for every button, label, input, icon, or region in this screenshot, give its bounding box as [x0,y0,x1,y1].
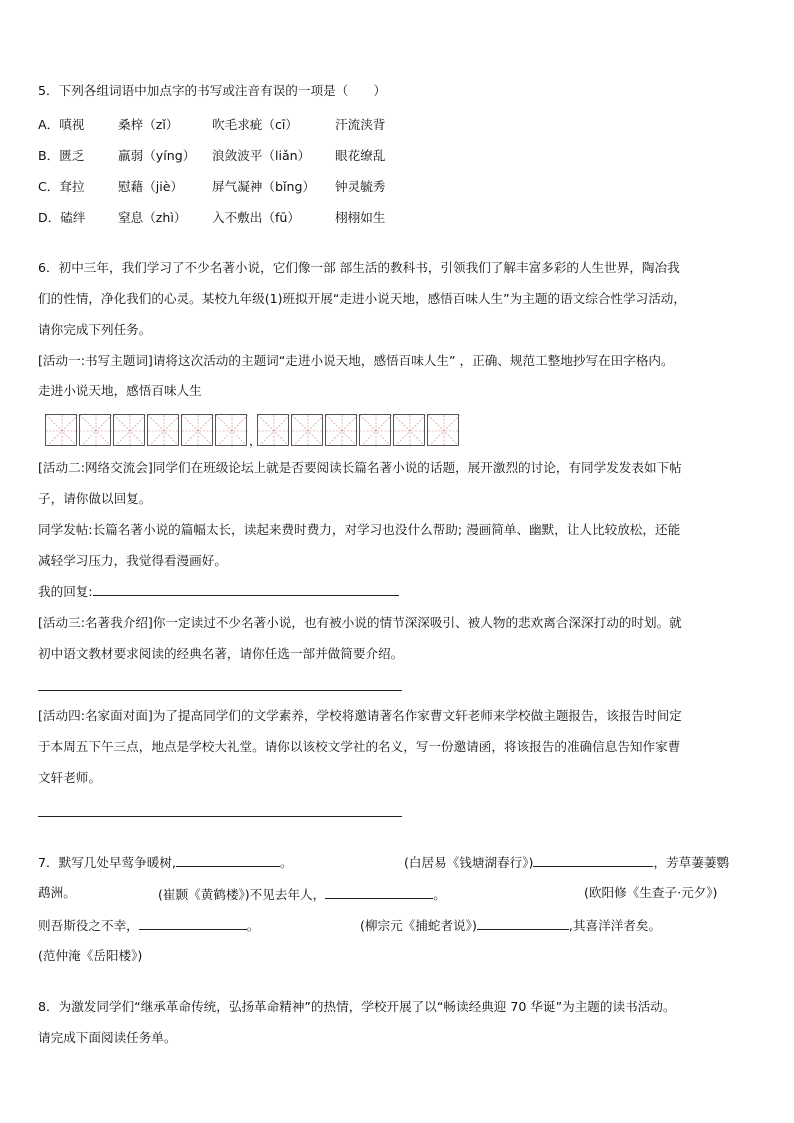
q7-source: (崔颢《黄鹤楼》)不见去年人， [158,887,326,902]
q7-text: ，芳草萋萋鹦 [653,855,730,870]
option-word: 屏气凝神（bǐng） [212,179,316,194]
q6-reply [38,576,758,607]
q7-source: (白居易《钱塘湖春行》) [404,855,534,870]
tianzige-cell[interactable] [427,414,459,446]
reply-answer-line[interactable] [93,581,399,596]
tianzige-cell[interactable] [113,414,145,446]
option-word: 慰藉（jiè） [118,179,184,194]
q7-text: 则吾斯役之不幸， [38,918,139,933]
option-word: 汗流浃背 [335,117,386,132]
q5-stem: 5．下列各组词语中加点字的书写或注音有误的一项是（ ） [38,83,387,98]
option-label: C．耷拉 [38,179,85,194]
tianzige-cell[interactable] [181,414,213,446]
q6-activity-2-line: 子，请你做以回复。 [38,491,152,506]
option-label: A．嗔视 [38,117,85,132]
option-label: D．磕绊 [38,210,86,225]
q7-text: 。 [246,918,260,933]
tianzige-cell[interactable] [79,414,111,446]
q7-blank[interactable] [139,915,247,930]
q7-line-2 [38,884,76,902]
q7-source: (柳宗元《捕蛇者说》) [360,918,477,933]
tianzige-cell[interactable] [291,414,323,446]
tianzige-cell[interactable] [325,414,357,446]
q7-line-4: (范仲淹《岳阳楼》) [38,948,143,963]
activity-3-answer-line[interactable] [38,690,402,691]
option-word: 桑梓（zǐ） [118,117,179,132]
option-word: 入不敷出（fū） [212,210,300,225]
q6-activity-3-line: [活动三:名著我介绍]你一定读过不少名著小说，也有被小说的情节深深吸引、被人物的悲欢离合深深打动的时划。就 [38,615,682,630]
option-word: 眼花缭乱 [335,148,386,163]
q6-intro [38,252,758,376]
q7-blank[interactable] [477,915,569,930]
activity-4-answer-line[interactable] [38,816,402,817]
q7-text: 鹉洲。 [38,885,76,900]
q6-post-line: 同学发帖:长篇名著小说的篇幅太长，读起来费时费力，对学习也没什么帮助; 漫画简单、幽默，让人比较放松，还能 [38,522,681,537]
q7-line-1-right [404,852,729,872]
q6-activity-4-line: 文轩老师。 [38,770,101,785]
q7-blank[interactable] [176,852,280,867]
option-word: 栩栩如生 [335,210,386,225]
q8 [38,991,758,1053]
q6-activity-4-line: 于本周五下午三点，地点是学校大礼堂。请你以该校文学社的名义，写一份邀请函，将该报告的准确信息告知作家曹 [38,739,681,754]
q7-text: 7．默写几处早莺争暖树, [38,855,176,870]
q7-line-2-mid [158,884,446,904]
q7-source: (欧阳修《生查子·元夕》) [584,885,718,900]
tianzige-cell[interactable] [393,414,425,446]
q6-activity-4 [38,700,758,793]
q6-activity-2-line: [活动二:网络交流会]同学们在班级论坛上就是否要阅读长篇名著小说的话题，展开激烈的讨论，有同学发发表如下帖 [38,460,682,475]
option-word: 吹毛求疵（cī） [212,117,298,132]
q7-text: ,其喜洋洋者矣。 [568,918,662,933]
reply-label: 我的回复: [38,584,93,599]
q8-line: 8．为激发同学们“继承革命传统，弘扬革命精神”的热情，学校开展了以“畅读经典迎 70 华诞”为主题的读书活动。 [38,999,676,1014]
q7-blank[interactable] [533,852,653,867]
tianzige-cell[interactable] [45,414,77,446]
option-label: B．匮乏 [38,148,85,163]
tianzige-cell[interactable] [215,414,247,446]
q6-activity-1: [活动一:书写主题词]请将这次活动的主题词“走进小说天地，感悟百味人生” ，正确、规范工整地抄写在田字格内。 [38,353,674,368]
q7-line-1 [38,852,293,872]
tianzige-cell[interactable] [359,414,391,446]
option-word: 羸弱（yíng） [118,148,196,163]
tianzige-cell[interactable] [147,414,179,446]
q7-text: 。 [279,855,293,870]
option-word: 窒息（zhì） [118,210,187,225]
option-word: 浪敛波平（liǎn） [212,148,311,163]
q7-blank[interactable] [325,884,433,899]
q6-theme-phrase: 走进小说天地，感悟百味人生 [38,383,202,398]
q7-text: 。 [433,887,446,902]
q6-activity-3-line: 初中语文教材要求阅读的经典名著，请你任选一部并做简要介绍。 [38,646,404,661]
q7-line-2-right [584,884,717,902]
q7-line-3 [38,915,259,935]
q7-line-3-right [360,915,661,935]
q6-intro-line: 们的性情，净化我们的心灵。某校九年级(1)班拟开展“走进小说天地，感悟百味人生”为主题的语文综合性学习活动， [38,291,686,306]
q6-intro-line: 请你完成下列任务。 [38,322,152,337]
grid-comma: ， [249,434,262,448]
q6-intro-line: 6．初中三年，我们学习了不少名著小说，它们像一部 部生活的教科书，引领我们了解丰富多彩的人生世界，陶冶我 [38,260,680,275]
q8-line: 请完成下面阅读任务单。 [38,1030,177,1045]
option-word: 钟灵毓秀 [335,179,386,194]
q6-post-line: 减轻学习压力，我觉得看漫画好。 [38,553,227,568]
q6-activity-4-line: [活动四:名家面对面]为了提高同学们的文学素养，学校将邀请著名作家曹文轩老师来学校做主题报告，该报告时间定 [38,708,682,723]
tianzige-cell[interactable] [257,414,289,446]
q6-activity-2 [38,452,758,669]
